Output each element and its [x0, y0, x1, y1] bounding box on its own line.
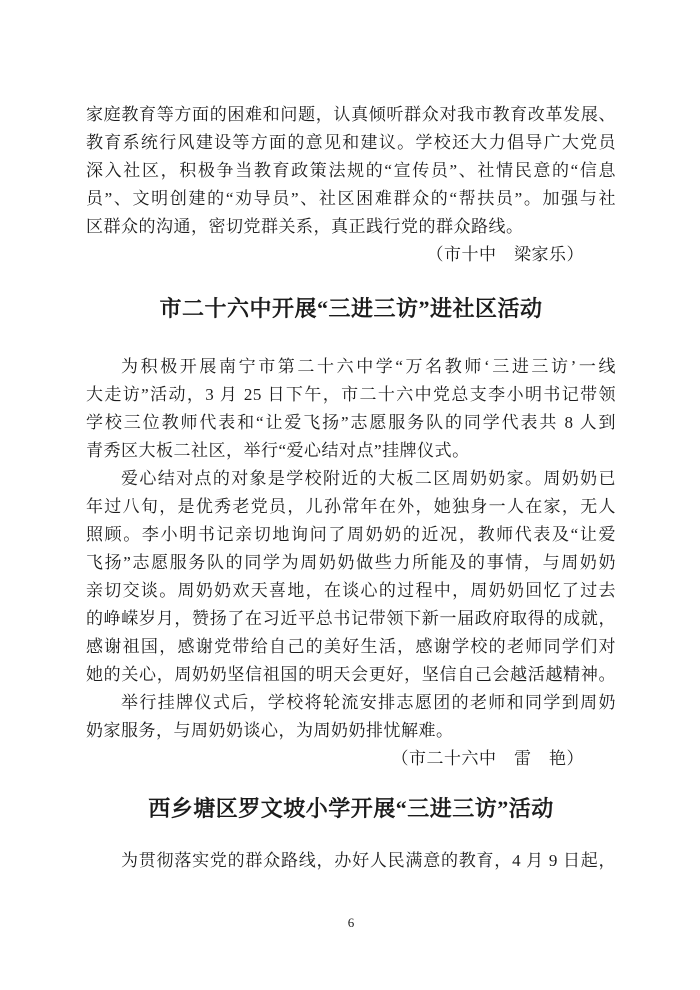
text-line: 的峥嵘岁月，赞扬了在习近平总书记带领下新一届政府取得的成就， [86, 609, 616, 628]
text-line: 家庭教育等方面的困难和问题，认真倾听群众对我市教育改革发展、 [86, 105, 616, 124]
text-line: 爱心结对点的对象是学校附近的大板二区周奶奶家。周奶奶已 [121, 469, 616, 488]
text-line: 青秀区大板二社区，举行“爱心结对点”挂牌仪式。 [86, 441, 470, 460]
text-line: 学校三位教师代表和“让爱飞扬”志愿服务队的同学代表共 8 人到 [86, 413, 616, 432]
text-column [86, 101, 616, 933]
article-title-luowenpo: 西乡塘区罗文坡小学开展“三进三访”活动 [148, 796, 554, 821]
page-number: 6 [347, 915, 355, 930]
text-line: 区群众的沟通，密切党群关系，真正践行党的群众路线。 [86, 217, 524, 236]
article-26-paragraph-1 [86, 353, 616, 465]
text-line: 她的关心，周奶奶坚信祖国的明天会更好，坚信自己会越活越精神。 [86, 665, 616, 684]
text-line: 员”、文明创建的“劝导员”、社区困难群众的“帮扶员”。加强与社 [86, 189, 616, 208]
continuation-paragraph [86, 101, 616, 241]
article-title-ershiliuzhong: 市二十六中开展“三进三访”进社区活动 [159, 296, 543, 321]
text-line: 奶家服务，与周奶奶谈心，为周奶奶排忧解难。 [86, 721, 454, 740]
text-line: 为贯彻落实党的群众路线，办好人民满意的教育，4 月 9 日起， [121, 851, 616, 870]
attribution-byline-ershiliuzhong: （市二十六中 雷 艳） [391, 749, 584, 768]
article-26-paragraph-3 [86, 689, 616, 745]
text-line: 举行挂牌仪式后，学校将轮流安排志愿团的老师和同学到周奶 [121, 693, 616, 712]
text-line: 教育系统行风建设等方面的意见和建议。学校还大力倡导广大党员 [86, 133, 616, 152]
article-lwp-paragraph-1 [86, 847, 616, 875]
text-line: 飞扬”志愿服务队的同学为周奶奶做些力所能及的事情，与周奶奶 [86, 553, 616, 572]
text-line: 照顾。李小明书记亲切地询问了周奶奶的近况，教师代表及“让爱 [86, 525, 616, 544]
text-line: 感谢祖国，感谢党带给自己的美好生活，感谢学校的老师同学们对 [86, 637, 616, 656]
text-line: 亲切交谈。周奶奶欢天喜地，在谈心的过程中，周奶奶回忆了过去 [86, 581, 616, 600]
text-line: 为积极开展南宁市第二十六中学“万名教师‘三进三访’一线 [121, 357, 616, 376]
attribution-byline-shishizhong: （市十中 梁家乐） [426, 245, 584, 264]
text-line: 大走访”活动，3 月 25 日下午，市二十六中党总支李小明书记带领 [86, 385, 616, 404]
article-26-paragraph-2 [86, 465, 616, 689]
text-line: 深入社区，积极争当教育政策法规的“宣传员”、社情民意的“信息 [86, 161, 616, 180]
text-line: 年过八旬，是优秀老党员，儿孙常年在外，她独身一人在家，无人 [86, 497, 616, 516]
